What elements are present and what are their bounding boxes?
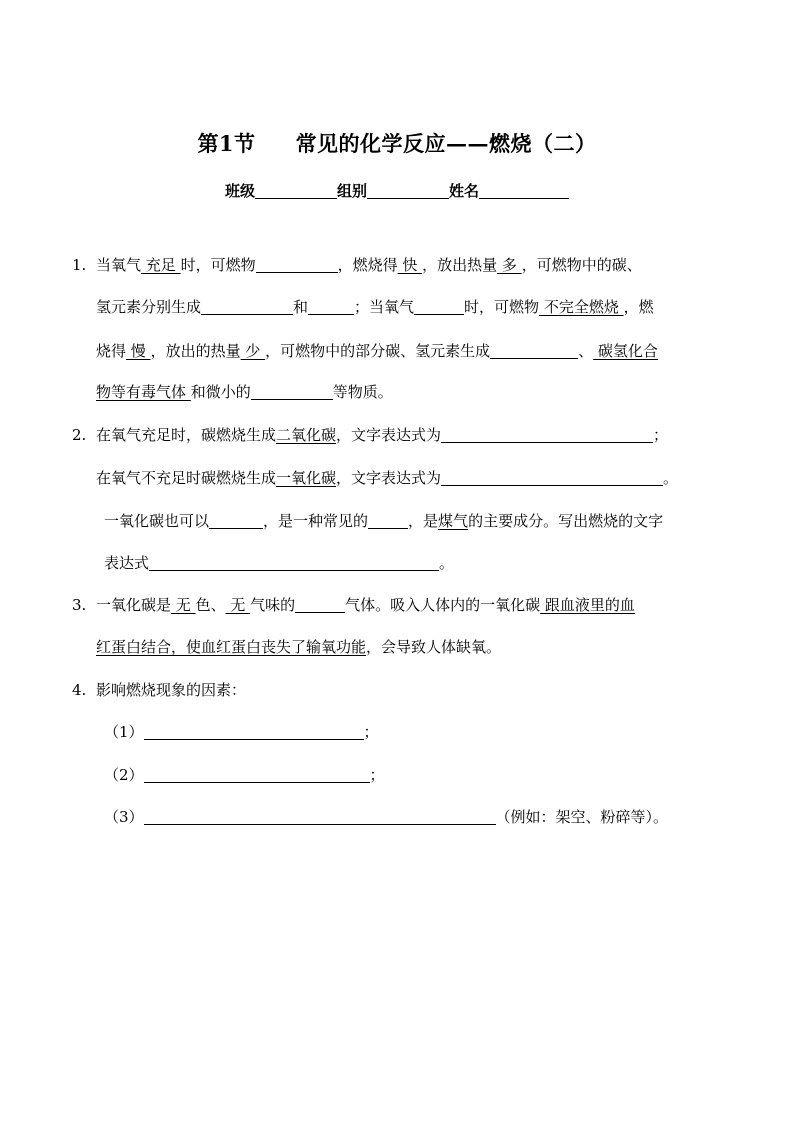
text: 在氧气充足时，碳燃烧生成 [96,426,277,444]
text: 和微小的 [190,383,251,401]
name-blank[interactable] [479,183,569,199]
answer-text: 少 [240,342,266,360]
q2-line-3 [104,510,663,531]
section-title: 常见的化学反应——燃烧（二） [295,131,597,156]
q3-line-2 [96,636,501,657]
text: ，会导致人体缺氧。 [366,638,502,656]
fill-blank[interactable] [414,299,464,315]
q3-line-1 [72,594,635,615]
fill-blank[interactable] [209,513,263,529]
item-index: （1） [104,723,144,741]
fill-blank[interactable] [490,343,578,359]
text: ，燃烧得 [337,256,398,274]
q2-line-2 [96,467,678,488]
text: ，文字表达式为 [336,469,442,487]
answer-text: 碳氢化合 [593,342,658,360]
fill-blank[interactable] [201,299,293,315]
text: 的主要成分。写出燃烧的文字 [468,512,664,530]
fill-blank[interactable] [144,809,496,825]
fill-blank[interactable] [368,513,408,529]
answer-text: 无 [225,596,251,614]
q3-number: 3. [72,596,87,614]
fill-blank[interactable] [144,767,370,783]
text: ，放出热量 [422,256,498,274]
text: ，是一种常见的 [263,512,369,530]
text: 、 [578,342,594,360]
text: ，是 [408,512,439,530]
answer-text: 红蛋白结合，使血红蛋白丧失了输氧功能 [96,638,367,656]
q1-line-3 [96,340,658,361]
fill-blank[interactable] [295,597,345,613]
text: 当氧气 [96,256,142,274]
text: 。 [439,554,455,572]
fill-blank[interactable] [149,555,439,571]
text: （例如：架空、粉碎等）。 [495,808,669,826]
text: 影响燃烧现象的因素： [96,681,247,699]
fill-blank[interactable] [308,299,354,315]
item-index: （2） [104,766,144,784]
class-label: 班级 [224,182,255,200]
group-blank[interactable] [367,183,449,199]
answer-text: 煤气 [438,512,469,530]
text: 表达式 [104,554,150,572]
answer-text: 一氧化碳 [276,469,337,487]
answer-text: 物等有毒气体 [96,383,191,401]
student-info-row [0,180,794,201]
answer-text: 慢 [126,342,151,360]
class-blank[interactable] [255,183,337,199]
text: 时，可燃物 [180,256,256,274]
answer-text: 跟血液里的血 [540,596,635,614]
item-index: （3） [104,808,144,826]
text: ； [653,426,669,444]
q1-line-1 [72,254,642,275]
fill-blank[interactable] [144,724,364,740]
text: ； [369,766,385,784]
text: ，可燃物中的碳、 [521,256,642,274]
section-number: 第1节 [197,131,256,156]
text: 气味的 [250,596,296,614]
q4-item-1 [104,721,379,742]
answer-text: 充足 [141,256,181,274]
text: 一氧化碳是 [96,596,172,614]
q4-item-2 [104,764,385,785]
fill-blank[interactable] [256,257,338,273]
text: ；当氧气 [354,298,415,316]
text: 烧得 [96,342,127,360]
text: ，燃 [623,298,654,316]
q2-line-1 [72,424,668,445]
q4-number: 4. [72,681,87,699]
q4-item-3 [104,806,668,827]
text: ，可燃物中的部分碳、氢元素生成 [265,342,491,360]
q1-line-2 [96,296,654,317]
fill-blank[interactable] [441,470,663,486]
text: 氢元素分别生成 [96,298,202,316]
fill-blank[interactable] [251,384,333,400]
text: 时，可燃物 [464,298,540,316]
q1-line-4 [96,381,393,402]
text: 等物质。 [332,383,393,401]
fill-blank[interactable] [441,427,653,443]
answer-text: 不完全燃烧 [539,298,624,316]
text: 和 [293,298,309,316]
text: ，放出的热量 [150,342,241,360]
page-title [0,128,794,158]
text: 一氧化碳也可以 [104,512,210,530]
answer-text: 多 [497,256,522,274]
group-label: 组别 [336,182,367,200]
text: 。 [663,469,679,487]
text: 在氧气不充足时碳燃烧生成 [96,469,277,487]
text: ； [363,723,379,741]
name-label: 姓名 [449,182,480,200]
q2-number: 2. [72,426,87,444]
text: 色、 [195,596,226,614]
q1-number: 1. [72,256,87,274]
text: 气体。吸入人体内的一氧化碳 [345,596,541,614]
q4-line-1 [72,679,246,700]
answer-text: 二氧化碳 [276,426,337,444]
text: ，文字表达式为 [336,426,442,444]
answer-text: 快 [397,256,423,274]
q2-line-4 [104,552,454,573]
answer-text: 无 [171,596,196,614]
